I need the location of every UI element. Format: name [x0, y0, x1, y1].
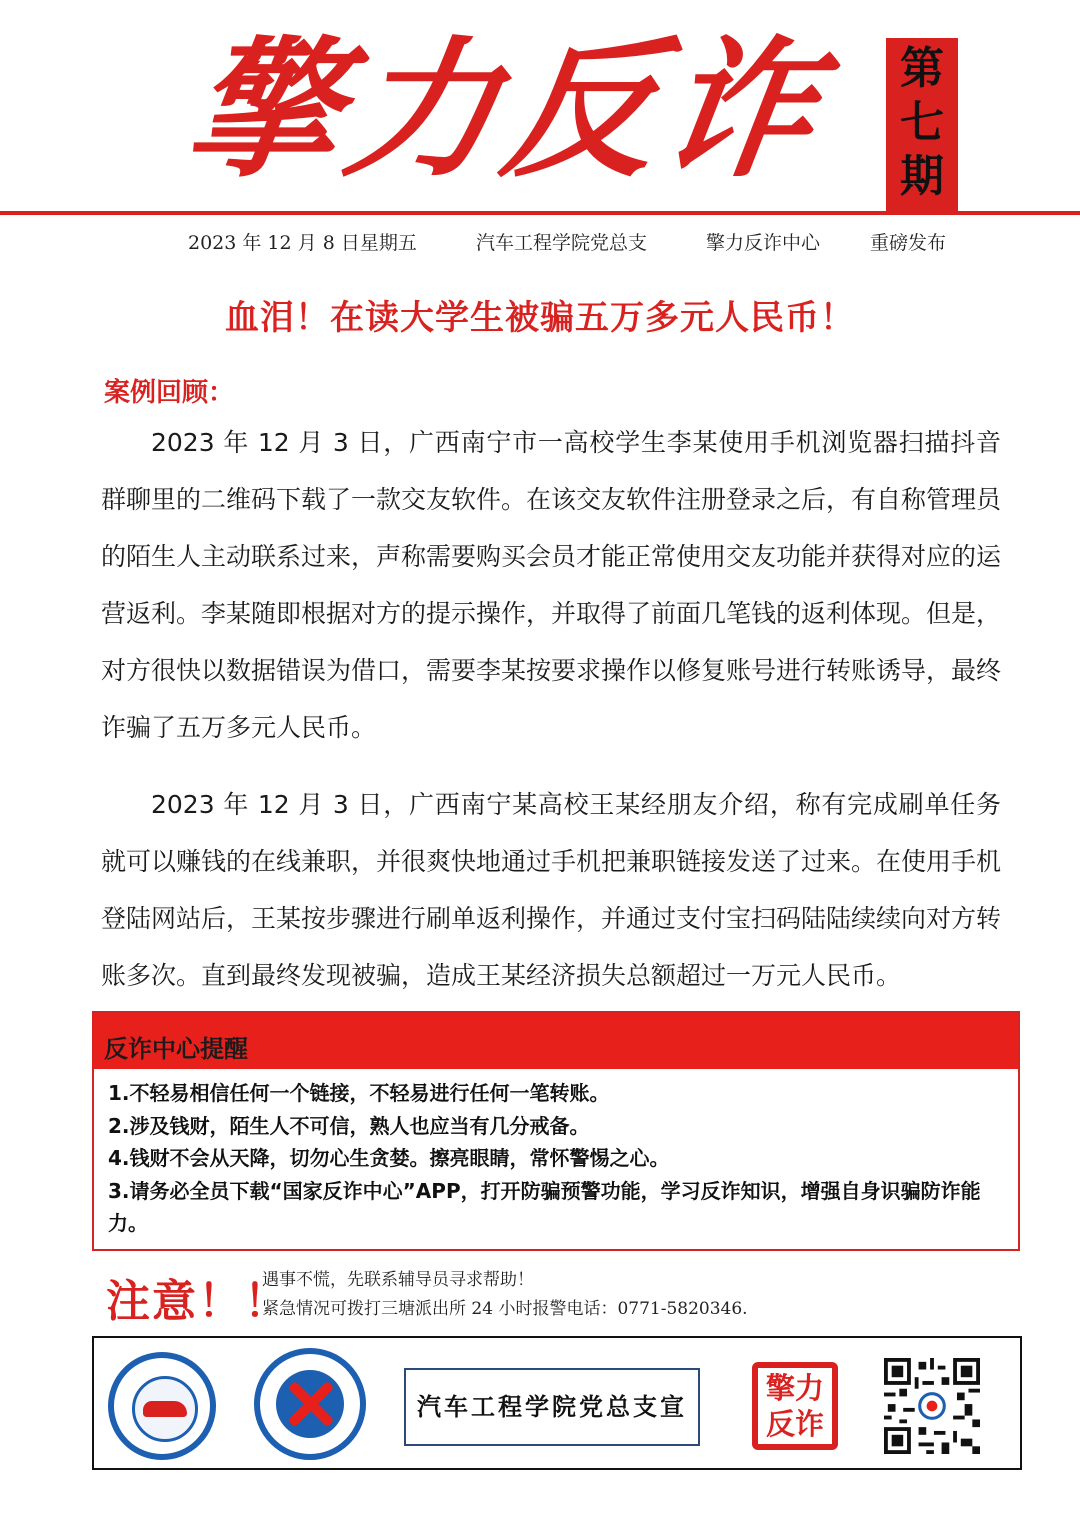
stamp-line: 反诈 [765, 1407, 824, 1441]
release-note: 重磅发布 [870, 232, 947, 254]
reminder-item: 3.请务必全员下载“国家反诈中心”APP，打开防骗预警功能，学习反诈知识，增强自身识骗防诈能力。 [108, 1178, 981, 1235]
issue-char: 七 [900, 97, 944, 148]
issue-char: 期 [900, 151, 944, 202]
publishing-org: 汽车工程学院党总支 [476, 232, 648, 254]
case-paragraph-1: 2023 年 12 月 3 日，广西南宁市一高校学生李某使用手机浏览器扫描抖音群聊里的二维码下载了一款交友软件。在该交友软件注册登录之后，有自称管理员的陌生人主动联系过来，声称需要购买会员才能正常使用交友功能并获得对应的运营返利。李某随即根据对方的提示操作，并取得了前面几笔钱的返利体现。但是，对方很快以数据错误为借口，需要李某按要求操作以修复账号进行转账诱导，最终诈骗了五万多元人民币。 [101, 428, 1002, 742]
reminder-item: 1.不轻易相信任何一个链接，不轻易进行任何一笔转账。 [108, 1081, 610, 1105]
publish-date: 2023 年 12 月 8 日星期五 [188, 232, 417, 254]
qr-code-icon [884, 1358, 980, 1454]
notice-text [262, 1266, 748, 1324]
reminder-title: 反诈中心提醒 [104, 1035, 248, 1063]
notice-line-1: 遇事不慌，先联系辅导员寻求帮助！ [262, 1270, 534, 1290]
issue-badge [886, 38, 958, 212]
stamp-line: 擎力 [765, 1371, 824, 1405]
anti-fraud-center: 擎力反诈中心 [706, 232, 821, 254]
case-review-label: 案例回顾： [104, 378, 235, 408]
case-paragraph-2: 2023 年 12 月 3 日，广西南宁某高校王某经朋友介绍，称有完成刷单任务就可以赚钱的在线兼职，并很爽快地通过手机把兼职链接发送了过来。在使用手机登陆网站后，王某按步骤进行刷单返利操作，并通过支付宝扫码陆陆续续向对方转账多次。直到最终发现被骗，造成王某经济损失总额超过一万元人民币。 [101, 790, 1002, 990]
header-rule [0, 211, 1080, 215]
college-seal-icon [108, 1352, 216, 1460]
notice-line-2: 紧急情况可拨打三塘派出所 24 小时报警电话：0771-5820346. [262, 1299, 748, 1319]
issue-char: 第 [900, 43, 944, 94]
publisher-label: 汽车工程学院党总支宣 [404, 1368, 700, 1446]
reminder-list [108, 1077, 1008, 1240]
headline: 血泪！在读大学生被骗五万多元人民币！ [225, 298, 855, 338]
footer-banner [92, 1336, 1022, 1470]
culture-seal-icon [254, 1348, 366, 1460]
car-icon [143, 1401, 187, 1417]
reminder-box [92, 1011, 1020, 1251]
reminder-item: 2.涉及钱财，陌生人不可信，熟人也应当有几分戒备。 [108, 1113, 590, 1138]
masthead-title: 擎力反诈 [177, 22, 835, 198]
reminder-item: 4.钱财不会从天降，切勿心生贪婪。擦亮眼睛，常怀警惕之心。 [108, 1146, 670, 1170]
notice-word: 注意！！ [106, 1276, 290, 1327]
anti-fraud-stamp [752, 1362, 838, 1450]
